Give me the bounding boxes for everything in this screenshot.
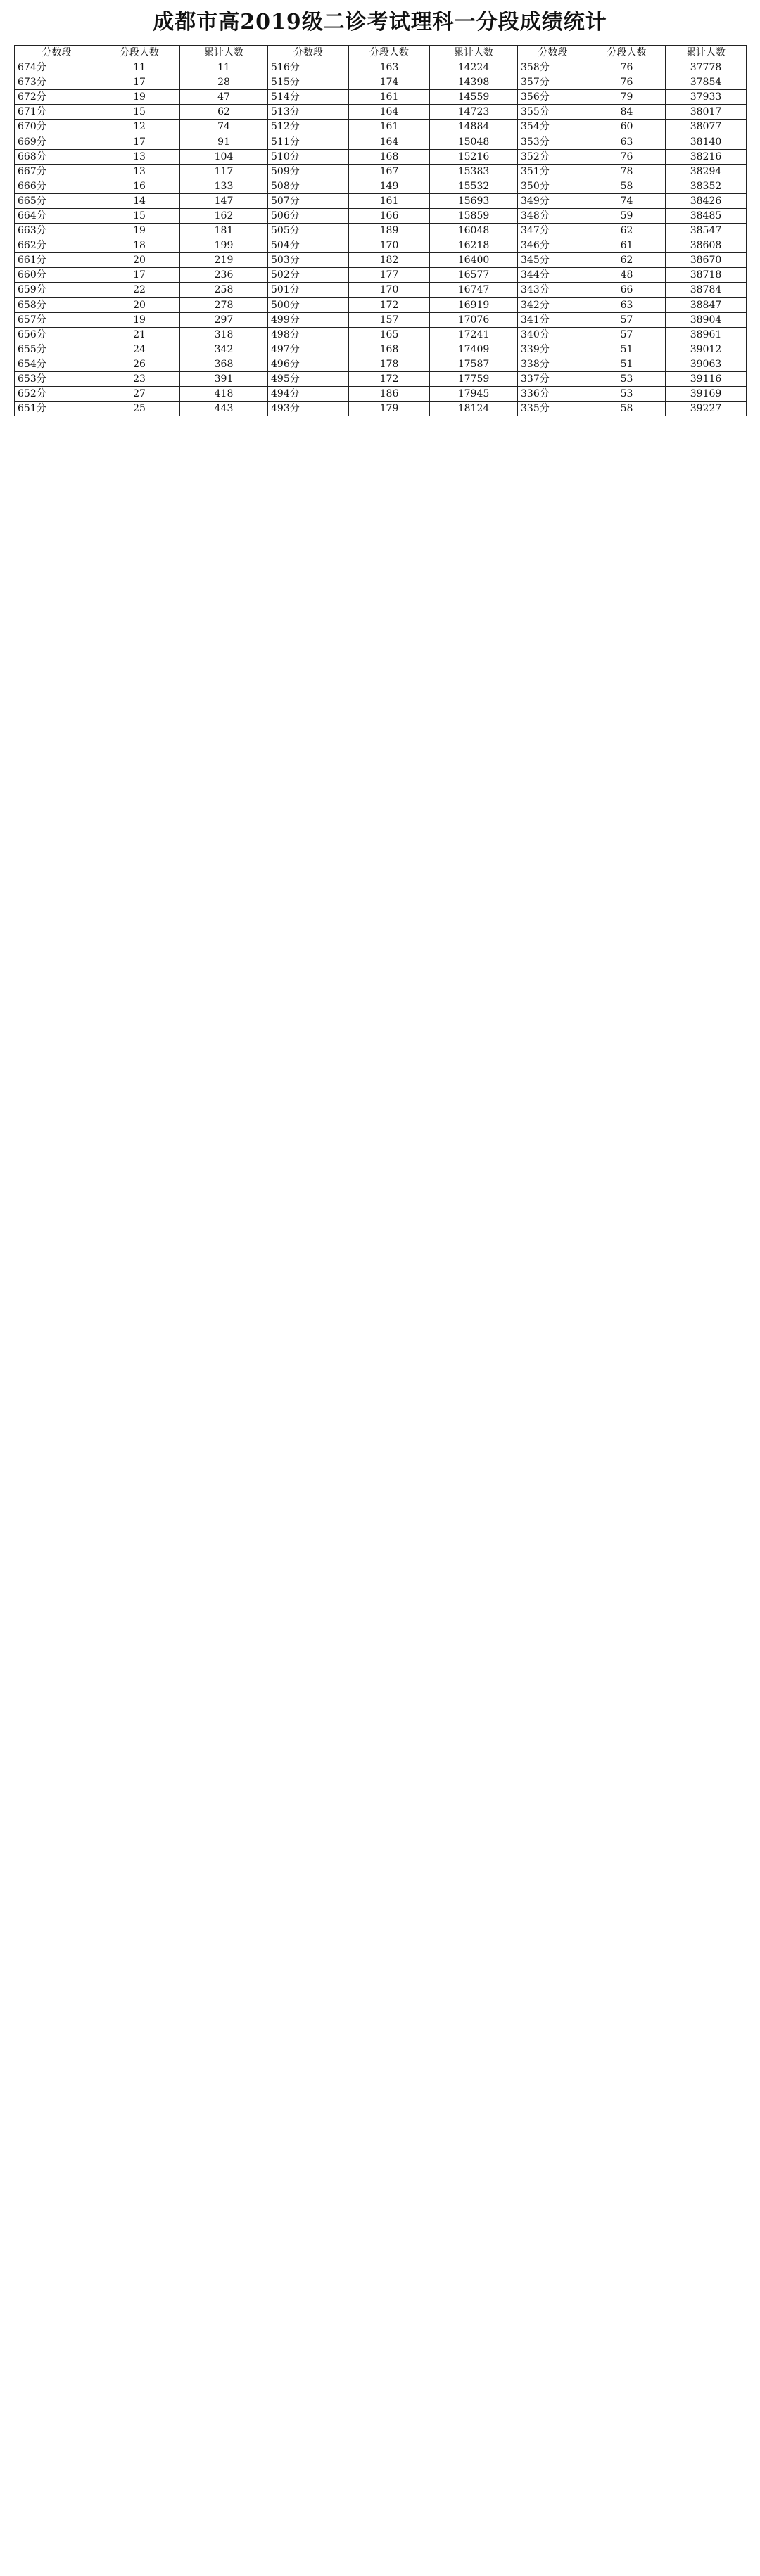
count-cell: 182 — [349, 253, 430, 268]
cumulative-cell: 38426 — [666, 193, 747, 208]
cumulative-cell: 17241 — [430, 327, 518, 342]
score-cell: 661分 — [15, 253, 99, 268]
header-score: 分数段 — [518, 46, 588, 60]
cumulative-cell: 342 — [180, 342, 268, 357]
table-row — [15, 60, 747, 75]
cumulative-cell: 38547 — [666, 224, 747, 238]
count-cell: 167 — [349, 164, 430, 179]
cumulative-cell: 37854 — [666, 75, 747, 90]
table-row — [15, 179, 747, 193]
count-cell: 172 — [349, 371, 430, 386]
score-cell: 665分 — [15, 193, 99, 208]
cumulative-cell: 236 — [180, 268, 268, 283]
score-cell: 499分 — [268, 312, 349, 327]
score-table — [14, 45, 747, 416]
score-cell: 511分 — [268, 134, 349, 149]
score-cell: 504分 — [268, 238, 349, 253]
score-cell: 666分 — [15, 179, 99, 193]
count-cell: 179 — [349, 402, 430, 416]
cumulative-cell: 16747 — [430, 283, 518, 297]
count-cell: 178 — [349, 357, 430, 371]
cumulative-cell: 16577 — [430, 268, 518, 283]
count-cell: 14 — [99, 193, 180, 208]
score-cell: 508分 — [268, 179, 349, 193]
cumulative-cell: 14398 — [430, 75, 518, 90]
cumulative-cell: 368 — [180, 357, 268, 371]
cumulative-cell: 391 — [180, 371, 268, 386]
cumulative-cell: 16048 — [430, 224, 518, 238]
score-cell: 663分 — [15, 224, 99, 238]
cumulative-cell: 14723 — [430, 105, 518, 120]
score-cell: 346分 — [518, 238, 588, 253]
count-cell: 62 — [588, 253, 666, 268]
score-cell: 657分 — [15, 312, 99, 327]
count-cell: 164 — [349, 134, 430, 149]
cumulative-cell: 16400 — [430, 253, 518, 268]
table-row — [15, 268, 747, 283]
count-cell: 186 — [349, 387, 430, 402]
cumulative-cell: 91 — [180, 134, 268, 149]
count-cell: 13 — [99, 149, 180, 164]
count-cell: 59 — [588, 208, 666, 223]
score-cell: 513分 — [268, 105, 349, 120]
count-cell: 63 — [588, 297, 666, 312]
cumulative-cell: 28 — [180, 75, 268, 90]
score-cell: 356分 — [518, 90, 588, 105]
cumulative-cell: 74 — [180, 120, 268, 134]
table-row — [15, 312, 747, 327]
count-cell: 15 — [99, 208, 180, 223]
cumulative-cell: 318 — [180, 327, 268, 342]
count-cell: 12 — [99, 120, 180, 134]
cumulative-cell: 39116 — [666, 371, 747, 386]
count-cell: 165 — [349, 327, 430, 342]
score-cell: 344分 — [518, 268, 588, 283]
cumulative-cell: 39227 — [666, 402, 747, 416]
score-cell: 514分 — [268, 90, 349, 105]
score-cell: 674分 — [15, 60, 99, 75]
cumulative-cell: 104 — [180, 149, 268, 164]
count-cell: 20 — [99, 297, 180, 312]
score-cell: 340分 — [518, 327, 588, 342]
table-row — [15, 193, 747, 208]
score-cell: 671分 — [15, 105, 99, 120]
table-row — [15, 90, 747, 105]
score-cell: 664分 — [15, 208, 99, 223]
score-cell: 351分 — [518, 164, 588, 179]
score-cell: 653分 — [15, 371, 99, 386]
table-row — [15, 224, 747, 238]
cumulative-cell: 219 — [180, 253, 268, 268]
cumulative-cell: 38784 — [666, 283, 747, 297]
count-cell: 66 — [588, 283, 666, 297]
score-cell: 498分 — [268, 327, 349, 342]
count-cell: 58 — [588, 402, 666, 416]
score-cell: 515分 — [268, 75, 349, 90]
cumulative-cell: 17945 — [430, 387, 518, 402]
score-cell: 338分 — [518, 357, 588, 371]
table-row — [15, 238, 747, 253]
count-cell: 168 — [349, 342, 430, 357]
cumulative-cell: 11 — [180, 60, 268, 75]
score-cell: 654分 — [15, 357, 99, 371]
count-cell: 61 — [588, 238, 666, 253]
table-row — [15, 283, 747, 297]
page-title: 成都市高2019级二诊考试理科一分段成绩统计 — [153, 10, 607, 34]
score-cell: 497分 — [268, 342, 349, 357]
cumulative-cell: 14559 — [430, 90, 518, 105]
header-cumulative: 累计人数 — [180, 46, 268, 60]
score-cell: 339分 — [518, 342, 588, 357]
cumulative-cell: 15532 — [430, 179, 518, 193]
cumulative-cell: 443 — [180, 402, 268, 416]
count-cell: 74 — [588, 193, 666, 208]
score-cell: 337分 — [518, 371, 588, 386]
header-count: 分段人数 — [588, 46, 666, 60]
cumulative-cell: 14224 — [430, 60, 518, 75]
count-cell: 23 — [99, 371, 180, 386]
count-cell: 78 — [588, 164, 666, 179]
count-cell: 170 — [349, 283, 430, 297]
count-cell: 19 — [99, 224, 180, 238]
count-cell: 19 — [99, 90, 180, 105]
count-cell: 57 — [588, 327, 666, 342]
header-count: 分段人数 — [99, 46, 180, 60]
cumulative-cell: 15216 — [430, 149, 518, 164]
count-cell: 51 — [588, 342, 666, 357]
score-cell: 507分 — [268, 193, 349, 208]
cumulative-cell: 38904 — [666, 312, 747, 327]
table-row — [15, 297, 747, 312]
score-cell: 662分 — [15, 238, 99, 253]
count-cell: 24 — [99, 342, 180, 357]
count-cell: 17 — [99, 75, 180, 90]
cumulative-cell: 199 — [180, 238, 268, 253]
cumulative-cell: 162 — [180, 208, 268, 223]
cumulative-cell: 117 — [180, 164, 268, 179]
count-cell: 17 — [99, 134, 180, 149]
cumulative-cell: 258 — [180, 283, 268, 297]
score-cell: 350分 — [518, 179, 588, 193]
count-cell: 166 — [349, 208, 430, 223]
count-cell: 26 — [99, 357, 180, 371]
cumulative-cell: 38608 — [666, 238, 747, 253]
cumulative-cell: 16919 — [430, 297, 518, 312]
count-cell: 53 — [588, 371, 666, 386]
cumulative-cell: 62 — [180, 105, 268, 120]
cumulative-cell: 15859 — [430, 208, 518, 223]
count-cell: 149 — [349, 179, 430, 193]
cumulative-cell: 17076 — [430, 312, 518, 327]
score-cell: 494分 — [268, 387, 349, 402]
count-cell: 17 — [99, 268, 180, 283]
table-row — [15, 342, 747, 357]
table-row — [15, 402, 747, 416]
score-cell: 655分 — [15, 342, 99, 357]
header-score: 分数段 — [268, 46, 349, 60]
score-cell: 652分 — [15, 387, 99, 402]
count-cell: 22 — [99, 283, 180, 297]
score-cell: 348分 — [518, 208, 588, 223]
score-cell: 656分 — [15, 327, 99, 342]
count-cell: 58 — [588, 179, 666, 193]
cumulative-cell: 418 — [180, 387, 268, 402]
count-cell: 15 — [99, 105, 180, 120]
table-row — [15, 253, 747, 268]
table-body — [15, 60, 747, 416]
score-cell: 342分 — [518, 297, 588, 312]
score-cell: 353分 — [518, 134, 588, 149]
score-cell: 336分 — [518, 387, 588, 402]
score-cell: 509分 — [268, 164, 349, 179]
count-cell: 25 — [99, 402, 180, 416]
score-cell: 345分 — [518, 253, 588, 268]
score-cell: 659分 — [15, 283, 99, 297]
count-cell: 13 — [99, 164, 180, 179]
count-cell: 161 — [349, 90, 430, 105]
score-cell: 355分 — [518, 105, 588, 120]
header-row — [15, 46, 747, 60]
cumulative-cell: 15383 — [430, 164, 518, 179]
cumulative-cell: 15693 — [430, 193, 518, 208]
count-cell: 172 — [349, 297, 430, 312]
cumulative-cell: 38718 — [666, 268, 747, 283]
header-count: 分段人数 — [349, 46, 430, 60]
cumulative-cell: 17409 — [430, 342, 518, 357]
count-cell: 53 — [588, 387, 666, 402]
cumulative-cell: 37778 — [666, 60, 747, 75]
score-cell: 349分 — [518, 193, 588, 208]
cumulative-cell: 15048 — [430, 134, 518, 149]
table-row — [15, 75, 747, 90]
count-cell: 51 — [588, 357, 666, 371]
score-cell: 352分 — [518, 149, 588, 164]
header-score: 分数段 — [15, 46, 99, 60]
score-cell: 669分 — [15, 134, 99, 149]
cumulative-cell: 133 — [180, 179, 268, 193]
cumulative-cell: 38352 — [666, 179, 747, 193]
cumulative-cell: 181 — [180, 224, 268, 238]
count-cell: 79 — [588, 90, 666, 105]
count-cell: 16 — [99, 179, 180, 193]
count-cell: 27 — [99, 387, 180, 402]
cumulative-cell: 38847 — [666, 297, 747, 312]
score-cell: 502分 — [268, 268, 349, 283]
count-cell: 57 — [588, 312, 666, 327]
score-cell: 500分 — [268, 297, 349, 312]
score-cell: 335分 — [518, 402, 588, 416]
cumulative-cell: 14884 — [430, 120, 518, 134]
count-cell: 170 — [349, 238, 430, 253]
score-cell: 357分 — [518, 75, 588, 90]
cumulative-cell: 39063 — [666, 357, 747, 371]
score-cell: 673分 — [15, 75, 99, 90]
score-cell: 496分 — [268, 357, 349, 371]
cumulative-cell: 47 — [180, 90, 268, 105]
score-cell: 495分 — [268, 371, 349, 386]
cumulative-cell: 39169 — [666, 387, 747, 402]
count-cell: 189 — [349, 224, 430, 238]
cumulative-cell: 38670 — [666, 253, 747, 268]
count-cell: 168 — [349, 149, 430, 164]
table-row — [15, 149, 747, 164]
cumulative-cell: 16218 — [430, 238, 518, 253]
table-row — [15, 357, 747, 371]
score-cell: 347分 — [518, 224, 588, 238]
count-cell: 20 — [99, 253, 180, 268]
table-row — [15, 105, 747, 120]
table-row — [15, 371, 747, 386]
score-cell: 660分 — [15, 268, 99, 283]
count-cell: 18 — [99, 238, 180, 253]
score-cell: 658分 — [15, 297, 99, 312]
header-cumulative: 累计人数 — [430, 46, 518, 60]
score-cell: 503分 — [268, 253, 349, 268]
cumulative-cell: 38961 — [666, 327, 747, 342]
score-cell: 651分 — [15, 402, 99, 416]
score-cell: 668分 — [15, 149, 99, 164]
cumulative-cell: 39012 — [666, 342, 747, 357]
score-cell: 354分 — [518, 120, 588, 134]
count-cell: 177 — [349, 268, 430, 283]
score-cell: 343分 — [518, 283, 588, 297]
score-cell: 670分 — [15, 120, 99, 134]
score-cell: 512分 — [268, 120, 349, 134]
count-cell: 11 — [99, 60, 180, 75]
count-cell: 19 — [99, 312, 180, 327]
table-row — [15, 134, 747, 149]
cumulative-cell: 278 — [180, 297, 268, 312]
count-cell: 48 — [588, 268, 666, 283]
count-cell: 161 — [349, 193, 430, 208]
table-row — [15, 387, 747, 402]
score-cell: 516分 — [268, 60, 349, 75]
cumulative-cell: 18124 — [430, 402, 518, 416]
cumulative-cell: 38017 — [666, 105, 747, 120]
cumulative-cell: 38294 — [666, 164, 747, 179]
score-cell: 672分 — [15, 90, 99, 105]
cumulative-cell: 17759 — [430, 371, 518, 386]
score-cell: 506分 — [268, 208, 349, 223]
cumulative-cell: 147 — [180, 193, 268, 208]
count-cell: 76 — [588, 60, 666, 75]
count-cell: 62 — [588, 224, 666, 238]
count-cell: 76 — [588, 149, 666, 164]
score-cell: 341分 — [518, 312, 588, 327]
table-row — [15, 120, 747, 134]
cumulative-cell: 297 — [180, 312, 268, 327]
cumulative-cell: 17587 — [430, 357, 518, 371]
count-cell: 161 — [349, 120, 430, 134]
score-cell: 493分 — [268, 402, 349, 416]
count-cell: 164 — [349, 105, 430, 120]
cumulative-cell: 37933 — [666, 90, 747, 105]
table-row — [15, 164, 747, 179]
header-cumulative: 累计人数 — [666, 46, 747, 60]
cumulative-cell: 38077 — [666, 120, 747, 134]
count-cell: 174 — [349, 75, 430, 90]
score-cell: 358分 — [518, 60, 588, 75]
cumulative-cell: 38216 — [666, 149, 747, 164]
score-cell: 667分 — [15, 164, 99, 179]
cumulative-cell: 38140 — [666, 134, 747, 149]
count-cell: 84 — [588, 105, 666, 120]
count-cell: 60 — [588, 120, 666, 134]
table-row — [15, 327, 747, 342]
cumulative-cell: 38485 — [666, 208, 747, 223]
table-row — [15, 208, 747, 223]
count-cell: 76 — [588, 75, 666, 90]
count-cell: 63 — [588, 134, 666, 149]
score-cell: 501分 — [268, 283, 349, 297]
score-cell: 510分 — [268, 149, 349, 164]
score-cell: 505分 — [268, 224, 349, 238]
count-cell: 157 — [349, 312, 430, 327]
count-cell: 21 — [99, 327, 180, 342]
count-cell: 163 — [349, 60, 430, 75]
